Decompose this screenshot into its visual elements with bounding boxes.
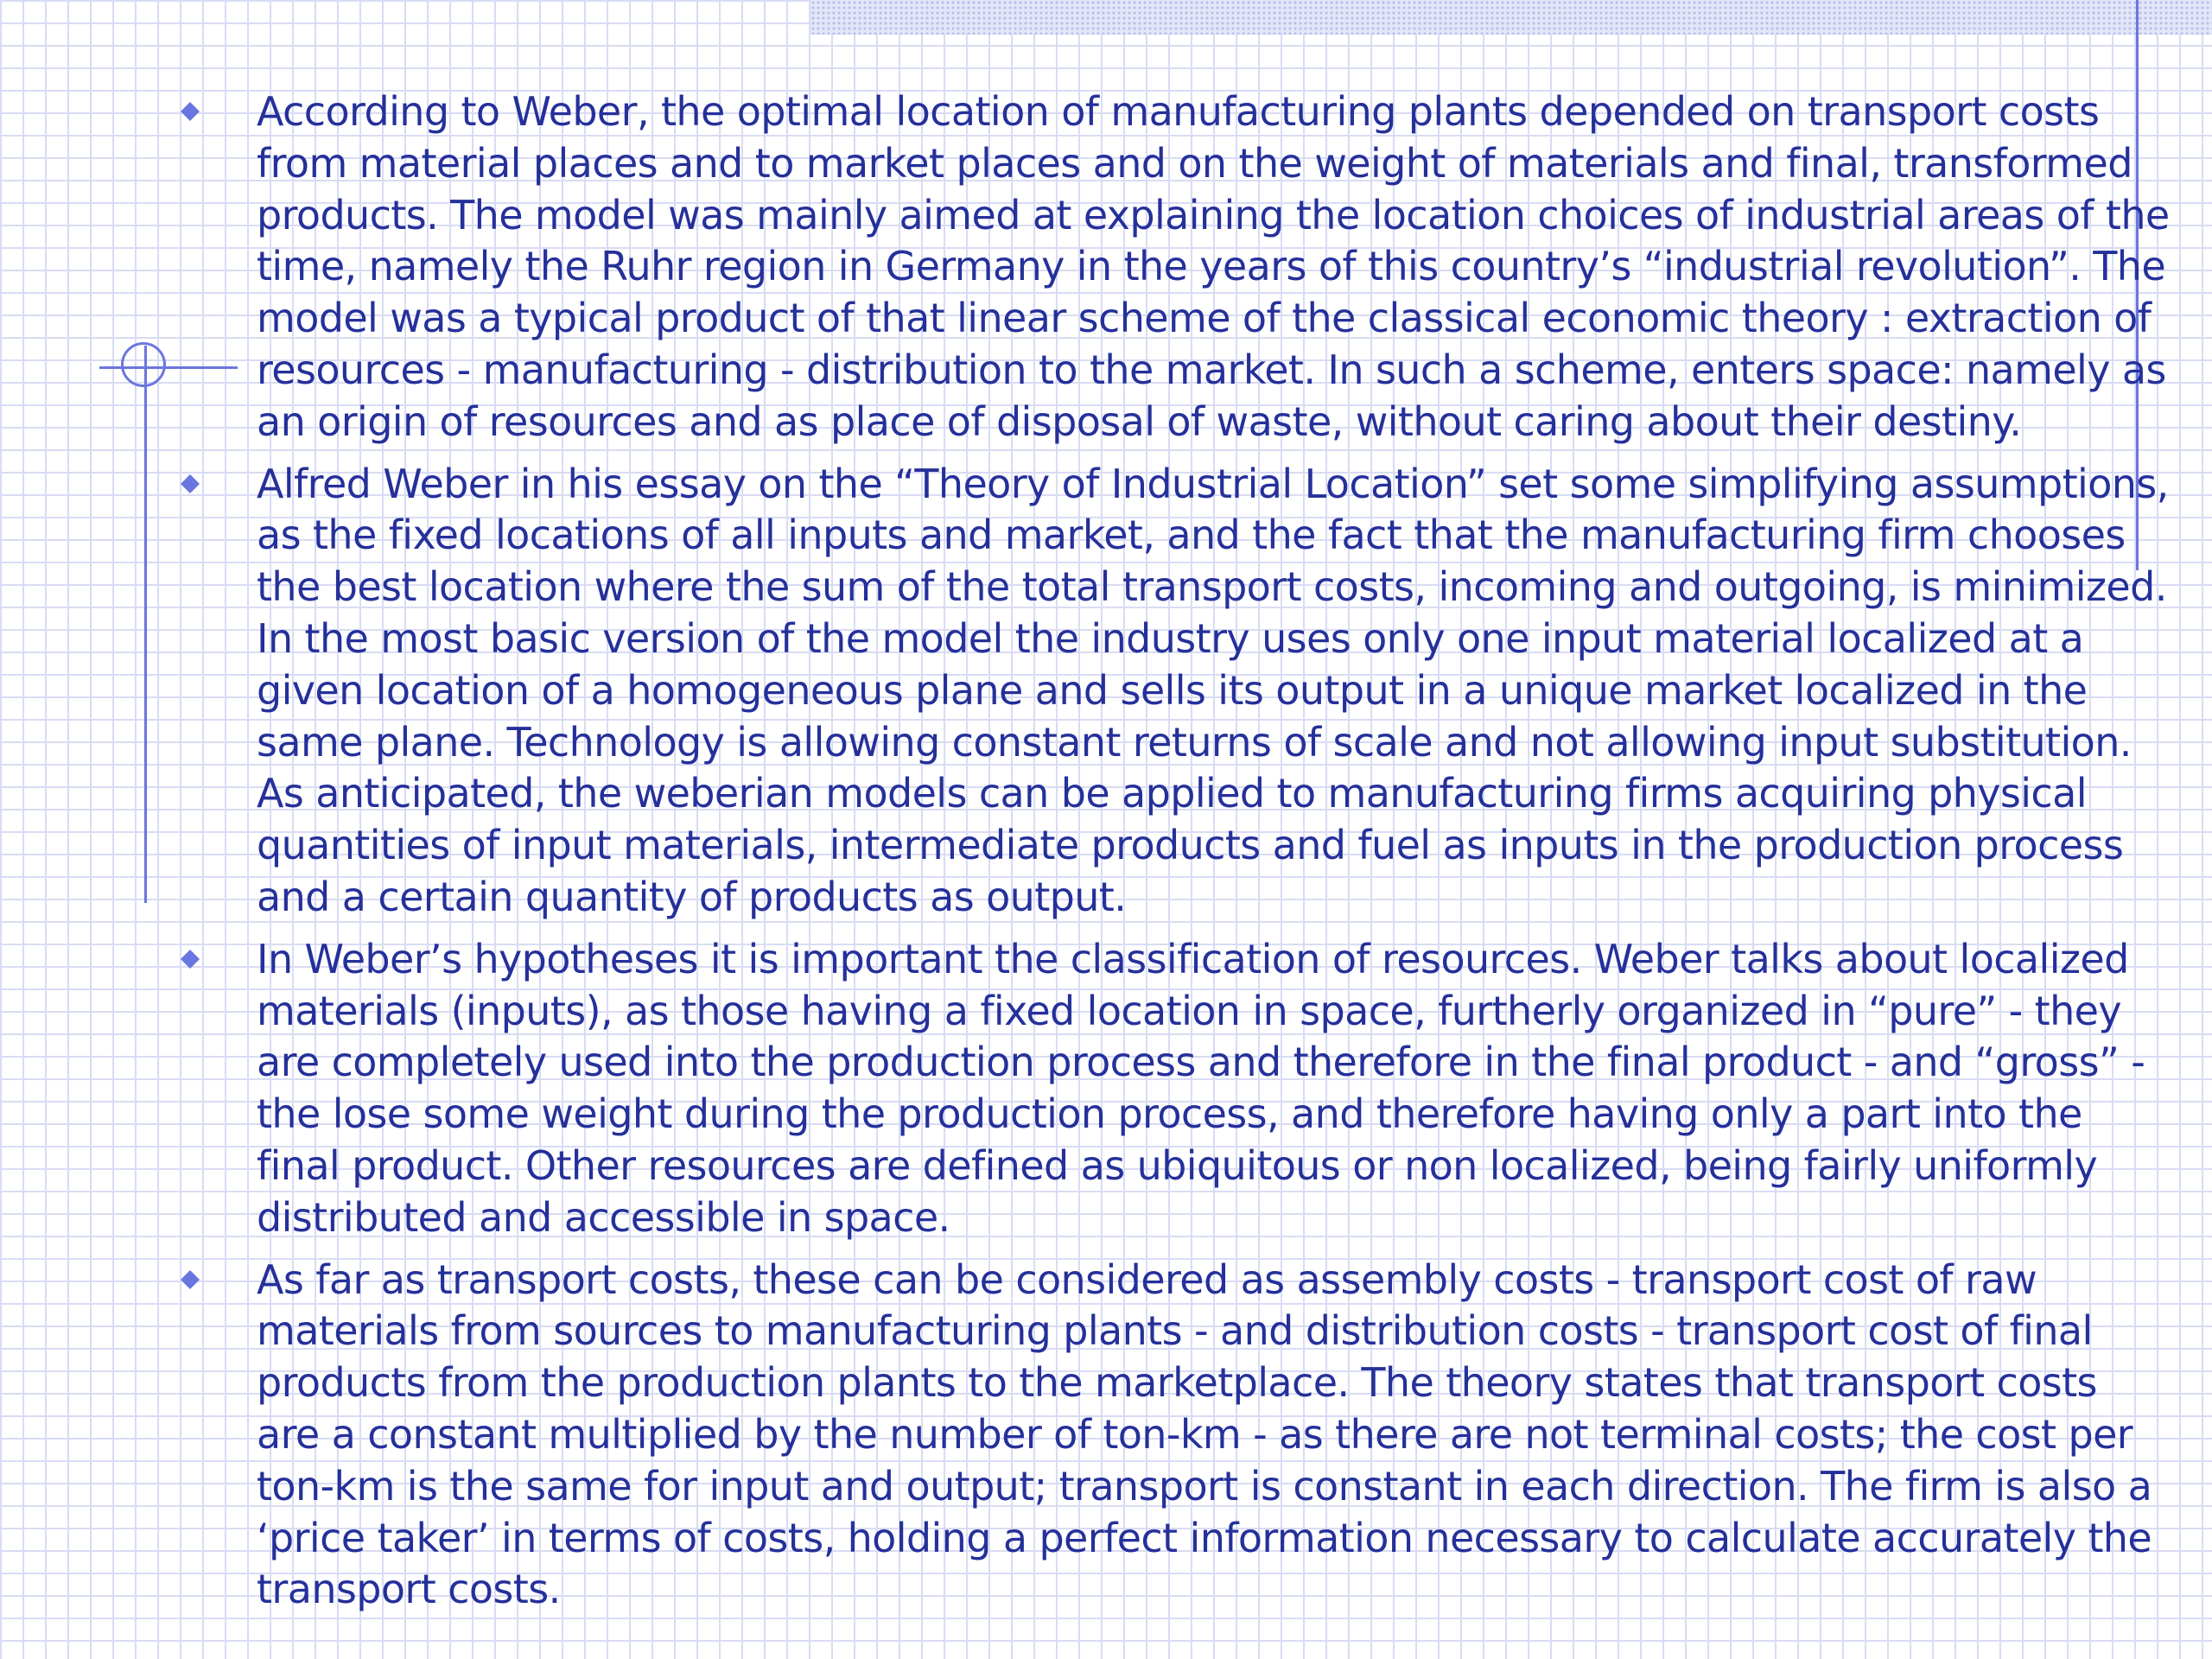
bullet-text: According to Weber, the optimal location of manufacturing plants depended on transport costs from material places and to market places and on the weight of materials and final, transformed products. The model was mainly aimed at explaining the location choices of industrial areas of the time, namely the Ruhr region in Germany in the years of this country’s “industrial revolution”. The model was a typical product of that linear scheme of the classical economic theory : extraction of resources - manufacturing - distribution to the market. In such a scheme, enters space: namely as an origin of resources and as place of disposal of waste, without caring about their destiny.: [257, 88, 2170, 445]
diamond-bullet-icon: [179, 948, 201, 970]
bullet-text: Alfred Weber in his essay on the “Theory of Industrial Location” set some simplifying assumptions, as the fixed locations of all inputs and market, and the fact that the manufacturing firm chooses the best location where the sum of the total transport costs, incoming and outgoing, is minimized. In the most basic version of the model the industry uses only one input material localized at a given location of a homogeneous plane and sells its output in a unique market localized in the same plane. Technology is allowing constant returns of scale and not allowing input substitution. As anticipated, the weberian models can be applied to manufacturing firms acquiring physical quantities of input materials, intermediate products and fuel as inputs in the production process and a certain quantity of products as output.: [257, 460, 2169, 920]
diamond-bullet-icon: [179, 473, 201, 495]
list-item: [0, 1255, 2212, 1617]
list-item: [0, 934, 2212, 1244]
bullet-list: [0, 86, 2212, 1626]
diamond-bullet-icon: [179, 1268, 201, 1291]
diamond-bullet-icon: [179, 100, 201, 123]
top-dotted-band: [810, 0, 2212, 35]
list-item: [0, 459, 2212, 924]
bullet-text: In Weber’s hypotheses it is important the classification of resources. Weber talks about localized materials (inputs), as those having a fixed location in space, furtherly organized in “pure” - they are completely used into the production process and therefore in the final product - and “gross” - the lose some weight during the production process, and therefore having only a part into the final product. Other resources are defined as ubiquitous or non localized, being fairly uniformly distributed and accessible in space.: [257, 935, 2145, 1241]
list-item: [0, 86, 2212, 448]
bullet-text: As far as transport costs, these can be considered as assembly costs - transport cost of raw materials from sources to manufacturing plants - and distribution costs - transport cost of final products from the production plants to the marketplace. The theory states that transport costs are a constant multiplied by the number of ton-km - as there are not terminal costs; the cost per ton-km is the same for input and output; transport is constant in each direction. The firm is also a ‘price taker’ in terms of costs, holding a perfect information necessary to calculate accurately the transport costs.: [257, 1255, 2152, 1613]
